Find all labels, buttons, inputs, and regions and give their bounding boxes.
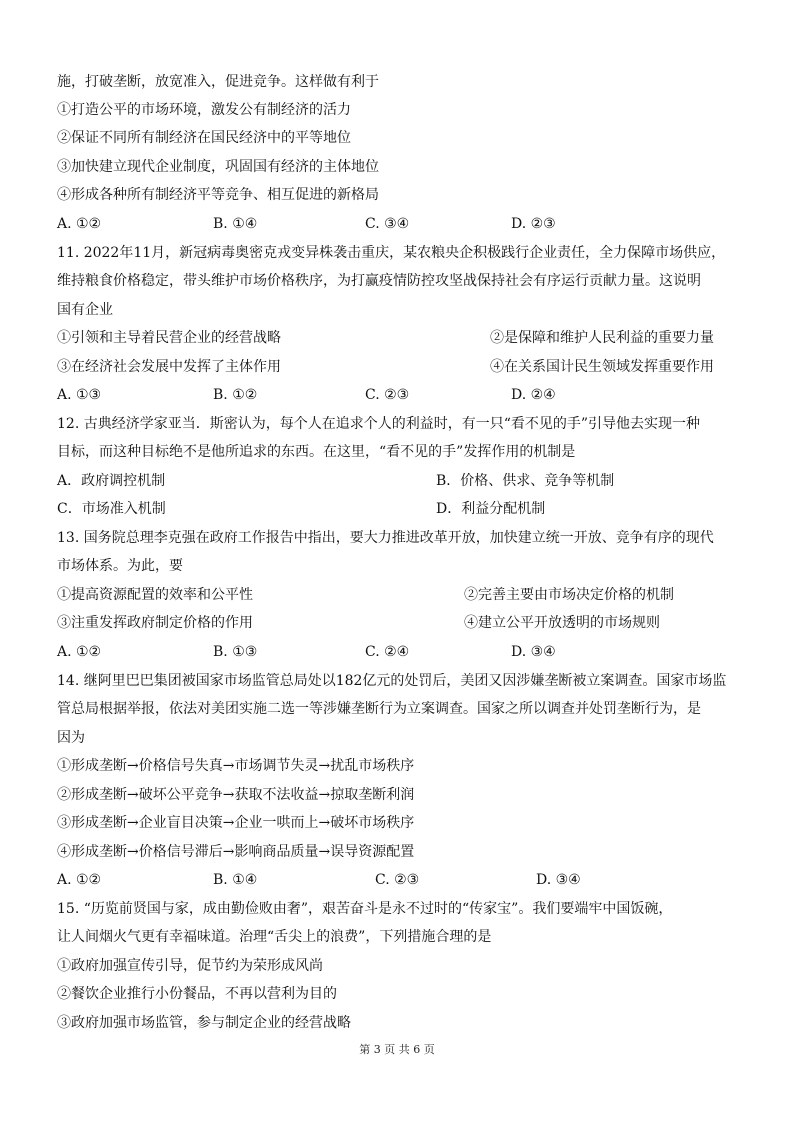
q11-option-d: D. ②④ — [511, 387, 556, 403]
q14-option-d: D. ③④ — [536, 872, 581, 888]
q10-item-2: ②保证不同所有制经济在国民经济中的平等地位 — [57, 130, 351, 146]
q13-item-4: ④建立公平开放透明的市场规则 — [464, 615, 660, 631]
q14-stem-line-3: 因为 — [57, 730, 85, 746]
q15-item-2: ②餐饮企业推行小份餐品，不再以营利为目的 — [57, 986, 337, 1002]
q13-item-3: ③注重发挥政府制定价格的作用 — [57, 615, 253, 631]
q12-option-c: C．市场准入机制 — [57, 501, 166, 517]
q14-item-3: ③形成垄断→企业盲目决策→企业一哄而上→破坏市场秩序 — [57, 815, 415, 831]
q10-text-line: 施，打破垄断，放宽准入，促进竞争。这样做有利于 — [57, 74, 379, 90]
q13-option-c: C. ②④ — [365, 644, 410, 660]
q14-stem-line-2: 管总局根据举报，依法对美团实施二选一等涉嫌垄断行为立案调查。国家之所以调查并处罚垄断行为，是 — [57, 701, 701, 717]
q12-option-a: A．政府调控机制 — [57, 473, 166, 489]
q14-option-a: A. ①② — [57, 872, 102, 888]
q12-stem-line-1: 12. 古典经济学家亚当．斯密认为，每个人在追求个人的利益时，有一只“看不见的手”引导他去实现一种 — [57, 416, 701, 432]
q11-option-a: A. ①③ — [57, 387, 102, 403]
q11-item-3: ③在经济社会发展中发挥了主体作用 — [57, 359, 281, 375]
q14-option-c: C. ②③ — [375, 872, 420, 888]
page-number-footer: 第 3 页 共 6 页 — [359, 1043, 435, 1056]
q13-stem-line-1: 13. 国务院总理李克强在政府工作报告中指出，要大力推进改革开放，加快建立统一开放、竞争有序的现代 — [57, 530, 714, 546]
q11-item-4: ④在关系国计民生领域发挥重要作用 — [490, 359, 714, 375]
q10-option-a: A. ①② — [57, 216, 102, 232]
q10-item-3: ③加快建立现代企业制度，巩固国有经济的主体地位 — [57, 159, 379, 175]
q13-item-2: ②完善主要由市场决定价格的机制 — [464, 587, 674, 603]
q10-option-c: C. ③④ — [365, 216, 410, 232]
q14-item-4: ④形成垄断→价格信号滞后→影响商品质量→误导资源配置 — [57, 844, 415, 860]
q10-option-d: D. ②③ — [511, 216, 556, 232]
q12-option-b: B．价格、供求、竞争等机制 — [436, 473, 615, 489]
q10-item-4: ④形成各种所有制经济平等竞争、相互促进的新格局 — [57, 187, 379, 203]
q15-stem-line-1: 15. “历览前贤国与家，成由勤俭败由奢”，艰苦奋斗是永不过时的“传家宝”。我们要端牢中国饭碗， — [57, 901, 673, 917]
q15-stem-line-2: 让人间烟火气更有幸福味道。治理“舌尖上的浪费”，下列措施合理的是 — [57, 929, 492, 945]
q14-option-b: B. ①④ — [213, 872, 258, 888]
q11-option-c: C. ②③ — [365, 387, 410, 403]
q13-option-d: D. ③④ — [511, 644, 556, 660]
q10-item-1: ①打造公平的市场环境，激发公有制经济的活力 — [57, 102, 351, 118]
q11-item-1: ①引领和主导着民营企业的经营战略 — [57, 330, 281, 346]
q11-stem-line-2: 维持粮食价格稳定，带头维护市场价格秩序，为打赢疫情防控攻坚战保持社会有序运行贡献力量。这说明 — [57, 273, 701, 289]
q12-option-d: D．利益分配机制 — [436, 501, 546, 517]
q14-stem-line-1: 14. 继阿里巴巴集团被国家市场监管总局处以182亿元的处罚后，美团又因涉嫌垄断被立案调查。国家市场监 — [57, 673, 727, 689]
q11-item-2: ②是保障和维护人民利益的重要力量 — [490, 330, 714, 346]
q11-stem-line-1: 11. 2022年11月，新冠病毒奥密克戎变异株袭击重庆，某农粮央企积极践行企业责任，全力保障市场供应， — [57, 245, 726, 261]
q15-item-1: ①政府加强宣传引导，促节约为荣形成风尚 — [57, 958, 323, 974]
q13-item-1: ①提高资源配置的效率和公平性 — [57, 587, 253, 603]
q15-item-3: ③政府加强市场监管，参与制定企业的经营战略 — [57, 1015, 351, 1031]
q13-option-a: A. ①② — [57, 644, 102, 660]
q10-option-b: B. ①④ — [213, 216, 258, 232]
q13-stem-line-2: 市场体系。为此，要 — [57, 558, 183, 574]
q14-item-2: ②形成垄断→破坏公平竞争→获取不法收益→掠取垄断利润 — [57, 787, 415, 803]
q13-option-b: B. ①③ — [213, 644, 258, 660]
q11-stem-line-3: 国有企业 — [57, 302, 113, 318]
q14-item-1: ①形成垄断→价格信号失真→市场调节失灵→扰乱市场秩序 — [57, 758, 415, 774]
q12-stem-line-2: 目标，而这种目标绝不是他所追求的东西。在这里，“看不见的手”发挥作用的机制是 — [57, 444, 576, 460]
q11-option-b: B. ①② — [213, 387, 258, 403]
